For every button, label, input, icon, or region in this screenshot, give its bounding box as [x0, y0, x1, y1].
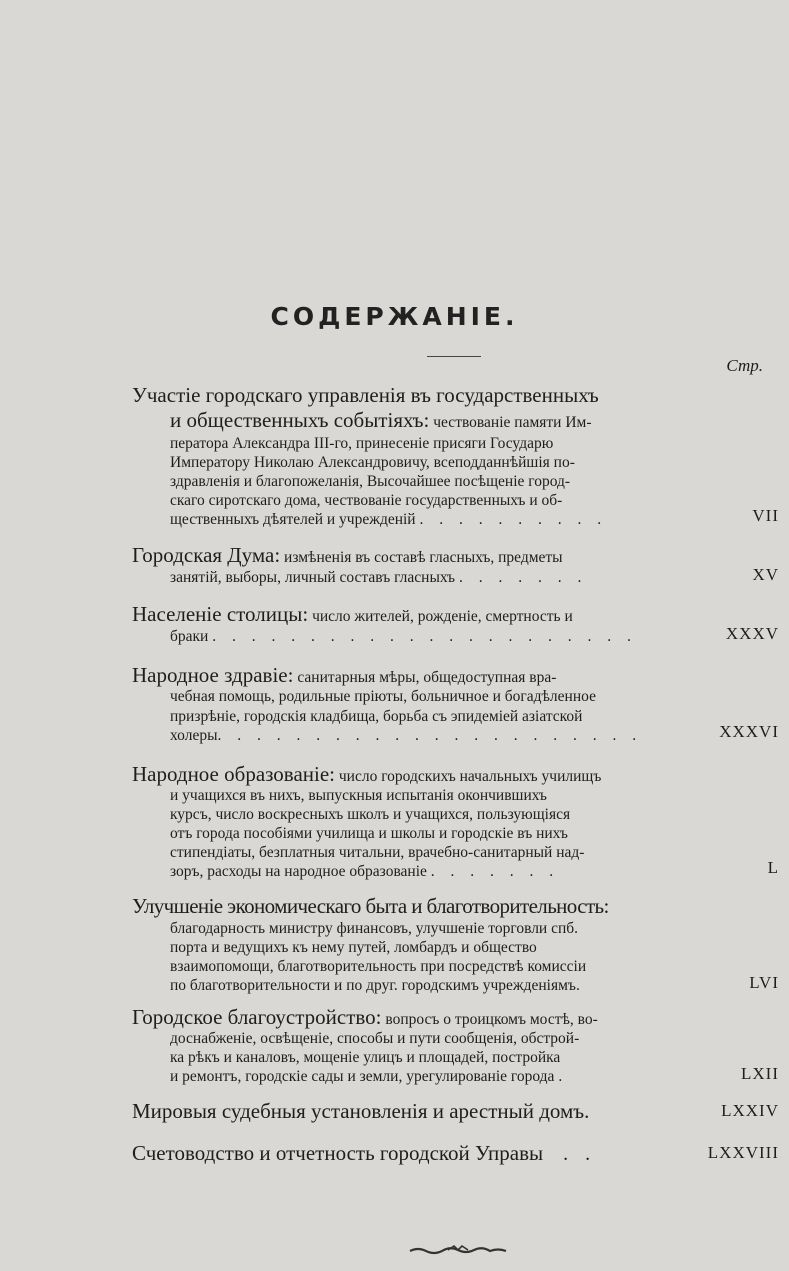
- entry-description-line: и ремонтъ, городскіе сады и земли, урегулированіе города .: [170, 1068, 569, 1085]
- entry-description-line: чебная помощь, родильные пріюты, больничное и богадѣленное: [170, 688, 596, 705]
- entry-page-number: L: [767, 858, 779, 877]
- entry-heading: Городская Дума: измѣненія въ составѣ гласныхъ, предметы: [132, 543, 563, 567]
- entry-heading-continued: и общественныхъ событіяхъ: чествованіе памяти Им-: [170, 408, 592, 432]
- entry-description-line: браки . . . . . . . . . . . . . . . . . . . . . .: [170, 628, 637, 645]
- entry-description-line: доснабженіе, освѣщеніе, способы и пути сообщенія, обстрой-: [170, 1030, 580, 1047]
- entry-description-line: занятій, выборы, личный составъ гласныхъ . . . . . . .: [170, 569, 588, 586]
- entry-heading: Народное здравіе: санитарныя мѣры, общедоступная вра-: [132, 663, 557, 687]
- entry-page-number: LXII: [741, 1064, 779, 1083]
- leader-dots: .: [558, 1068, 569, 1085]
- entry-description-line: курсъ, число воскресныхъ школъ и учащихся, пользующіяся: [170, 806, 571, 823]
- entry-heading: Мировыя судебныя установленія и арестный домъ.: [132, 1099, 590, 1123]
- entry-description-line: взаимопомощи, благотворительность при посредствѣ комиссіи: [170, 958, 587, 975]
- entry-description-line: ка рѣкъ и каналовъ, мощеніе улицъ и площадей, постройка: [170, 1049, 561, 1066]
- entry-heading: Улучшеніе экономическаго быта и благотворительность:: [132, 894, 609, 918]
- entry-page-number: XXXVI: [719, 722, 779, 741]
- leader-dots: . . . . . . .: [430, 863, 560, 880]
- page-column-label: Стр.: [726, 356, 763, 375]
- entry-heading: Участіе городскаго управленія въ государственныхъ: [132, 383, 599, 407]
- entry-description-line: благодарность министру финансовъ, улучшеніе торговли спб.: [170, 920, 579, 937]
- entry-page-number: XXXV: [725, 624, 779, 643]
- leader-dots: . . . . . . . . . .: [419, 511, 608, 528]
- entry-page-number: LXXVIII: [707, 1143, 779, 1162]
- entry-description-line: порта и ведущихъ къ нему путей, ломбардъ и общество: [170, 939, 537, 956]
- page-title: СОДЕРЖАНІЕ.: [270, 302, 519, 331]
- entry-description-line: здравленія и благопожеланія, Высочайшее посѣщеніе город-: [170, 473, 571, 490]
- entry-description-line: ператора Александра III-го, принесеніе присяги Государю: [170, 435, 554, 452]
- entry-page-number: VII: [752, 506, 779, 525]
- entry-page-number: LVI: [749, 973, 779, 992]
- entry-description-line: зоръ, расходы на народное образованіе . . . . . . .: [170, 863, 560, 880]
- entry-description-line: по благотворительности и по друг. городскимъ учрежденіямъ.: [170, 977, 580, 994]
- entry-page-number: XV: [752, 565, 779, 584]
- entry-page-number: LXXIV: [721, 1101, 779, 1120]
- entry-description-line: скаго сиротскаго дома, чествованіе государственныхъ и об-: [170, 492, 563, 509]
- end-ornament: [408, 1244, 508, 1256]
- entry-description-line: холеры. . . . . . . . . . . . . . . . . . . . . .: [170, 727, 643, 744]
- entry-description-line: щественныхъ дѣятелей и учрежденій . . . . . . . . . .: [170, 511, 608, 528]
- leader-dots: . . . . . . . . . . . . . . . . . . . . . .: [212, 628, 637, 645]
- entry-description-line: и учащихся въ нихъ, выпускныя испытанія окончившихъ: [170, 787, 547, 804]
- entry-heading: Населеніе столицы: число жителей, рожденіе, смертность и: [132, 602, 573, 626]
- entry-description-line: призрѣніе, городскія кладбища, борьба съ эпидеміей азіатской: [170, 708, 583, 725]
- entry-description-line: стипендіаты, безплатныя читальни, врачебно-санитарный над-: [170, 844, 585, 861]
- entry-heading: Народное образованіе: число городскихъ начальныхъ училищъ: [132, 762, 602, 786]
- entry-heading: Городское благоустройство: вопросъ о троицкомъ мостѣ, во-: [132, 1005, 598, 1029]
- entry-description-line: отъ города пособіями училища и школы и городскіе въ нихъ: [170, 825, 568, 842]
- entry-heading: Счетоводство и отчетность городской Управы . .: [132, 1141, 597, 1165]
- leader-dots: . .: [563, 1143, 597, 1165]
- entry-description-line: Императору Николаю Александровичу, всеподданнѣйшія по-: [170, 454, 575, 471]
- title-rule: [427, 356, 481, 357]
- leader-dots: . . . . . . . . . . . . . . . . . . . . . .: [217, 727, 643, 744]
- leader-dots: . . . . . . .: [458, 569, 588, 586]
